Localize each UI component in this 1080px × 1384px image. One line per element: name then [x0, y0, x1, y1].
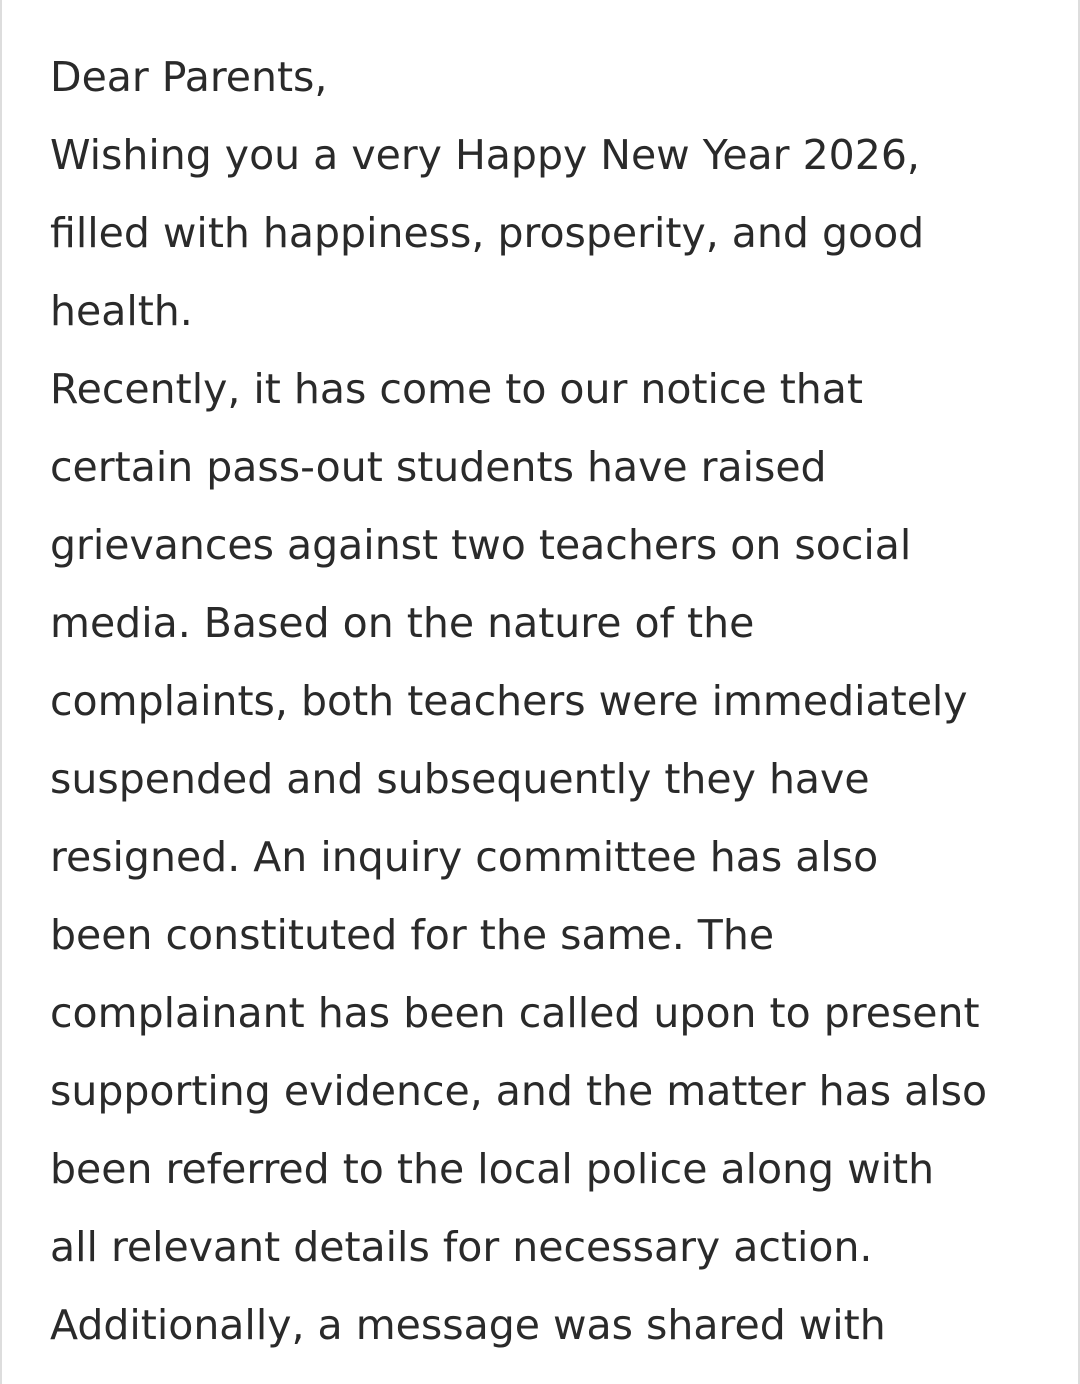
- message-line: health.: [50, 287, 193, 335]
- message-line: certain pass-out students have raised: [50, 443, 827, 491]
- message-line: Wishing you a very Happy New Year 2026,: [50, 131, 920, 179]
- message-line: grievances against two teachers on social: [50, 521, 912, 569]
- message-line: all relevant details for necessary action.: [50, 1223, 873, 1271]
- message-line: media. Based on the nature of the: [50, 599, 755, 647]
- message-line: complainant has been called upon to present: [50, 989, 980, 1037]
- message-line: complaints, both teachers were immediately: [50, 677, 968, 725]
- message-line: supporting evidence, and the matter has also: [50, 1067, 988, 1115]
- message-line: filled with happiness, prosperity, and good: [50, 209, 925, 257]
- message-line: been referred to the local police along with: [50, 1145, 935, 1193]
- message-line: been constituted for the same. The: [50, 911, 775, 959]
- message-line: resigned. An inquiry committee has also: [50, 833, 879, 881]
- message-line: suspended and subsequently they have: [50, 755, 870, 803]
- message-line-greeting: Dear Parents,: [50, 53, 328, 101]
- message-line: Recently, it has come to our notice that: [50, 365, 863, 413]
- message-text: [50, 38, 1050, 1364]
- message-line: Additionally, a message was shared with: [50, 1301, 886, 1349]
